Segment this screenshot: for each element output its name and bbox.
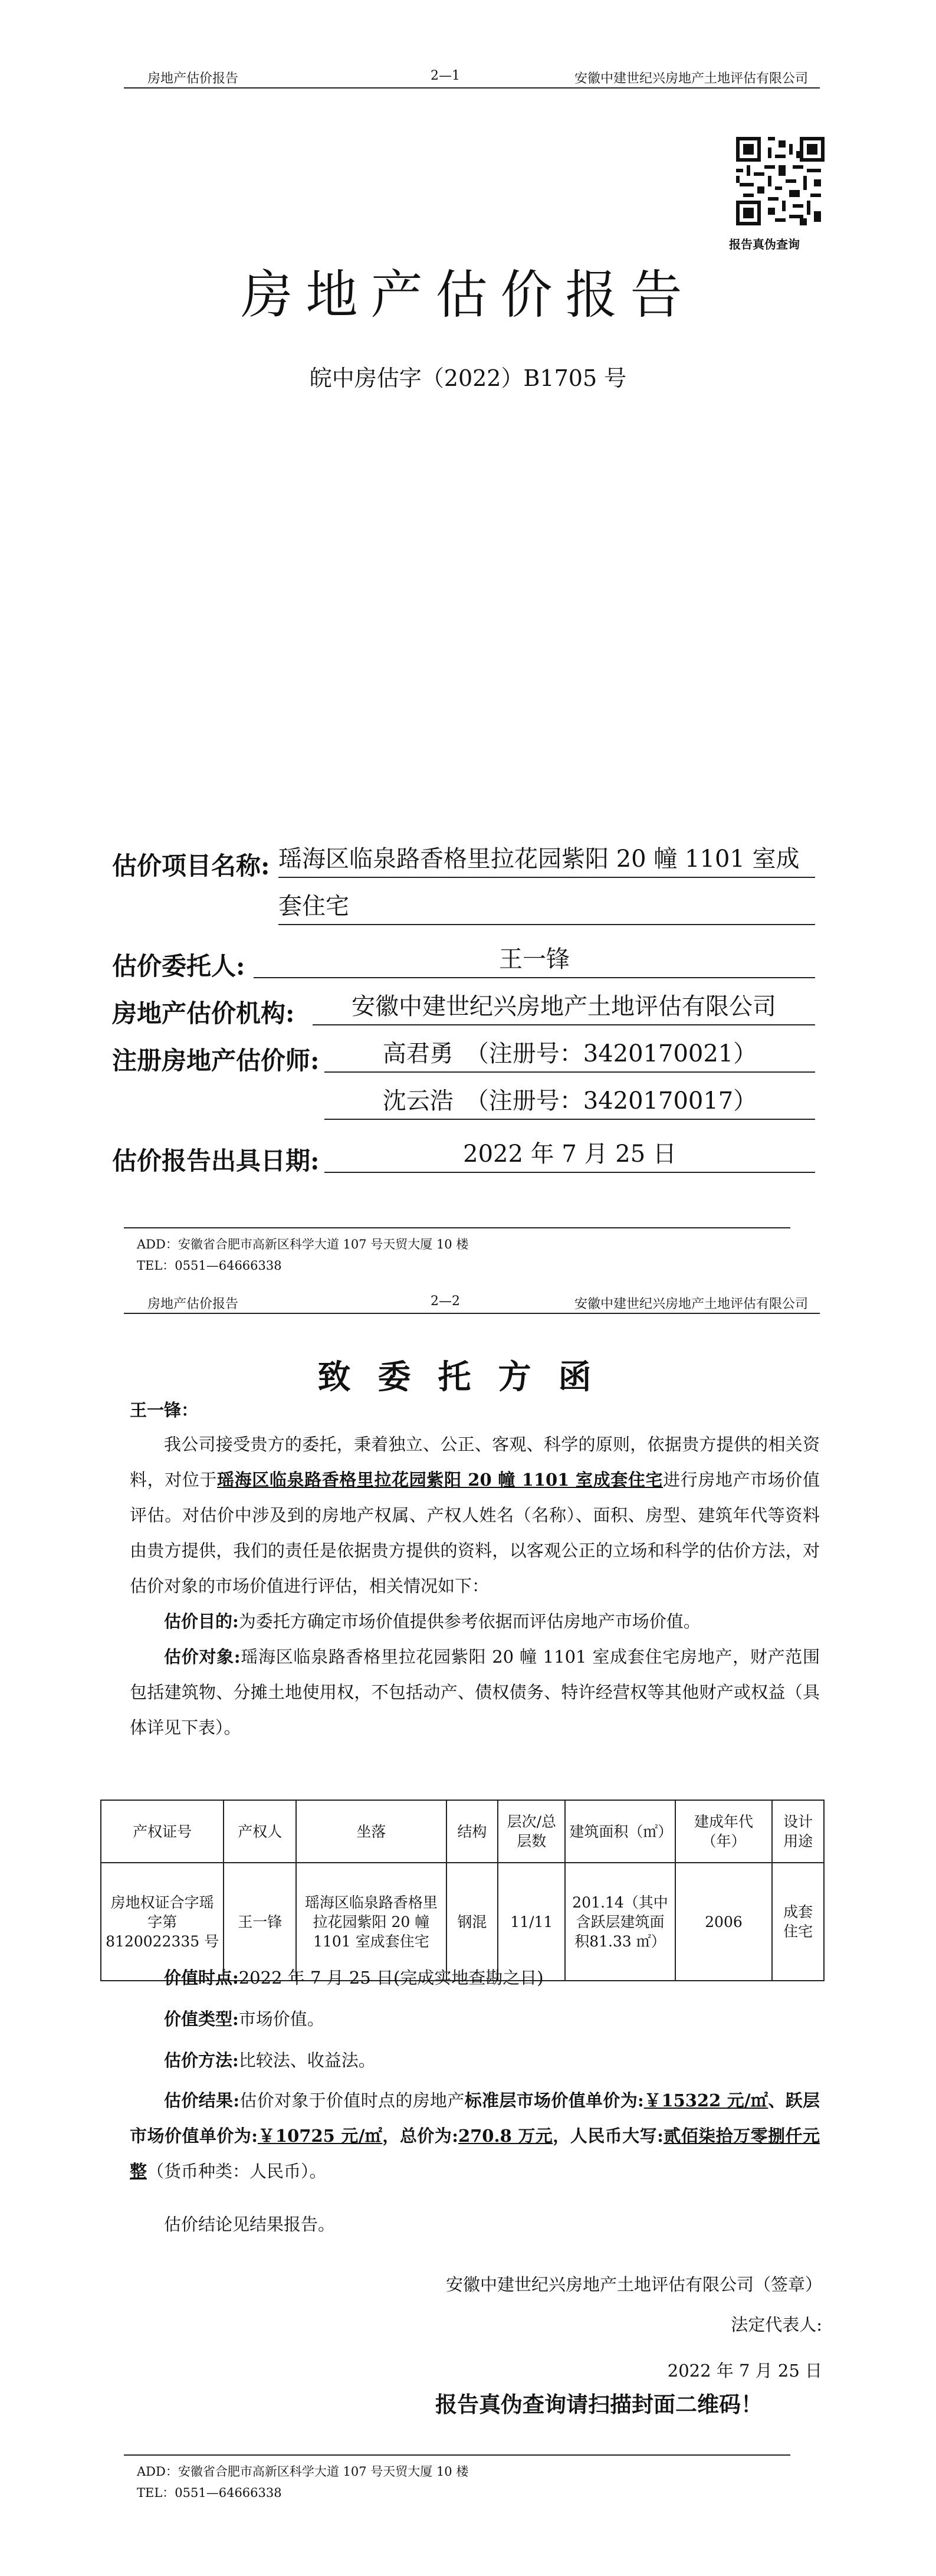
page1-header [124, 64, 820, 89]
purpose-paragraph [130, 1604, 820, 1639]
duplex-unit-price: ￥10725 元/㎡ [257, 2126, 383, 2146]
header-page-number: 2—1 [431, 68, 460, 83]
result-text-8: ，人民币大写: [553, 2126, 664, 2146]
table-header-cell: 产权人 [224, 1800, 296, 1863]
table-header-row [101, 1800, 824, 1863]
value-type-paragraph [130, 2001, 820, 2037]
report-date-label: 估价报告出具日期: [112, 1146, 320, 1175]
signature-representative: 法定代表人: [731, 2315, 822, 2335]
page2-header [124, 1289, 820, 1314]
table-header-cell: 建成年代（年） [675, 1800, 772, 1863]
result-text-1: 估价对象于价值时点的房地产 [239, 2090, 465, 2110]
object-label: 估价对象: [164, 1647, 241, 1667]
table-header-cell: 层次/总层数 [498, 1800, 565, 1863]
method-text: 比较法、收益法。 [238, 2050, 376, 2070]
signature-date: 2022 年 7 月 25 日 [667, 2361, 822, 2381]
total-price: 270.8 万元 [458, 2126, 553, 2146]
intro-property: 瑶海区临泉路香格里拉花园紫阳 20 幢 1101 室成套住宅 [217, 1470, 664, 1490]
object-text: 瑶海区临泉路香格里拉花园紫阳 20 幢 1101 室成套住宅房地产，财产范围包括建筑物、分摊土地使用权，不包括动产、债权债务、特许经营权等其他财产或权益（具体详见下表）。 [130, 1647, 820, 1738]
conclusion-paragraph [130, 2207, 820, 2242]
header-report-name: 房地产估价报告 [147, 1297, 239, 1312]
page2-footer-rule [124, 2454, 790, 2456]
table-header-cell: 坐落 [296, 1800, 446, 1863]
client-value: 王一锋 [254, 944, 815, 978]
header-company: 安徽中建世纪兴房地产土地评估有限公司 [574, 71, 808, 86]
result-paragraph [130, 2083, 820, 2189]
method-label: 估价方法: [164, 2050, 239, 2070]
table-header-cell: 结构 [446, 1800, 498, 1863]
page1-footer-tel: TEL：0551—64666338 [137, 1258, 282, 1273]
value-date-paragraph [130, 1960, 820, 1995]
header-page-number: 2—2 [431, 1294, 460, 1309]
page2-footer-tel: TEL：0551—64666338 [137, 2486, 282, 2500]
qr-code-icon[interactable] [736, 137, 825, 225]
table-header-cell: 设计用途 [772, 1800, 824, 1863]
purpose-label: 估价目的: [164, 1611, 239, 1631]
project-name-line2: 套住宅 [278, 891, 815, 925]
table-cell-cert-no: 房地权证合字瑶字第8120022335 号 [101, 1863, 224, 1981]
document-number: 皖中房估字（2022）B1705 号 [309, 365, 627, 391]
object-paragraph [130, 1639, 820, 1745]
project-name-line1: 瑶海区临泉路香格里拉花园紫阳 20 幢 1101 室成 [278, 844, 815, 878]
page1-footer-address: ADD：安徽省合肥市高新区科学大道 107 号天贸大厦 10 楼 [137, 1237, 469, 1251]
table-header-cell: 产权证号 [101, 1800, 224, 1863]
table-cell-area: 201.14（其中含跃层建筑面积81.33 ㎡） [565, 1863, 675, 1981]
project-name-label: 估价项目名称: [112, 851, 270, 880]
value-type-text: 市场价值。 [238, 2009, 324, 2029]
value-date-label: 价值时点: [164, 1968, 239, 1988]
result-text-2: 标准层市场价值单价为: [464, 2090, 644, 2110]
intro-text-c: 进行房地产市场价值评估。对估价中涉及到的房地产权属、产权人姓名（名称）、面积、房型、建筑年代等资料由贵方提供，我们的责任是依据贵方提供的资料，以客观公正的立场和科学的估价方法，对估价对象的市场价值进行评估，相关情况如下： [130, 1470, 820, 1596]
page1-footer-rule [124, 1227, 790, 1228]
value-date-text: 2022 年 7 月 25 日(完成实地查勘之日) [238, 1968, 544, 1988]
value-type-label: 价值类型: [164, 2009, 239, 2029]
header-company: 安徽中建世纪兴房地产土地评估有限公司 [574, 1297, 808, 1312]
result-text-4: 、跃层市场价值单价为: [130, 2090, 820, 2146]
conclusion-text: 估价结论见结果报告。 [164, 2214, 336, 2234]
property-table [100, 1800, 825, 1981]
salutation-text: 王一锋： [130, 1400, 199, 1420]
result-text-6: ，总价为: [382, 2126, 458, 2146]
result-text-10: （货币种类：人民币）。 [147, 2161, 327, 2181]
table-cell-usage: 成套住宅 [772, 1863, 824, 1981]
standard-unit-price: ￥15322 元/㎡ [643, 2090, 768, 2110]
result-label: 估价结果: [164, 2090, 240, 2110]
table-cell-structure: 钢混 [446, 1863, 498, 1981]
authenticity-notice: 报告真伪查询请扫描封面二维码！ [435, 2391, 763, 2417]
purpose-text: 为委托方确定市场价值提供参考依据而评估房地产市场价值。 [238, 1611, 701, 1631]
agency-value: 安徽中建世纪兴房地产土地评估有限公司 [313, 991, 815, 1025]
appraiser-label: 注册房地产估价师: [112, 1046, 320, 1075]
signature-company: 安徽中建世纪兴房地产土地评估有限公司（签章） [445, 2275, 822, 2295]
method-paragraph [130, 2043, 820, 2078]
table-header-cell: 建筑面积（㎡） [565, 1800, 675, 1863]
report-title: 房地产估价报告 [241, 264, 695, 325]
qr-caption: 报告真伪查询 [729, 237, 800, 251]
agency-label: 房地产估价机构: [112, 999, 295, 1028]
table-cell-owner: 王一锋 [224, 1863, 296, 1981]
table-cell-location: 瑶海区临泉路香格里拉花园紫阳 20 幢 1101 室成套住宅 [296, 1863, 446, 1981]
page2-footer-address: ADD：安徽省合肥市高新区科学大道 107 号天贸大厦 10 楼 [137, 2464, 469, 2479]
table-cell-floors: 11/11 [498, 1863, 565, 1981]
intro-text-a: 我公司接受贵方的委托，秉着独立、公正、客观、科学的原则，依据贵方提供的相关资料，对位于 [130, 1434, 820, 1490]
client-label: 估价委托人: [112, 952, 245, 981]
table-cell-year: 2006 [675, 1863, 772, 1981]
letter-title: 致委托方函 [317, 1358, 619, 1397]
intro-paragraph [130, 1427, 820, 1604]
appraiser-1: 高君勇 （注册号：3420170021） [324, 1038, 815, 1073]
report-date-value: 2022 年 7 月 25 日 [324, 1139, 815, 1173]
header-report-name: 房地产估价报告 [147, 71, 239, 86]
total-price-in-words: 贰佰柒拾万零捌仟元整 [130, 2126, 820, 2181]
salutation [130, 1392, 820, 1428]
appraiser-2: 沈云浩 （注册号：3420170017） [324, 1086, 815, 1120]
